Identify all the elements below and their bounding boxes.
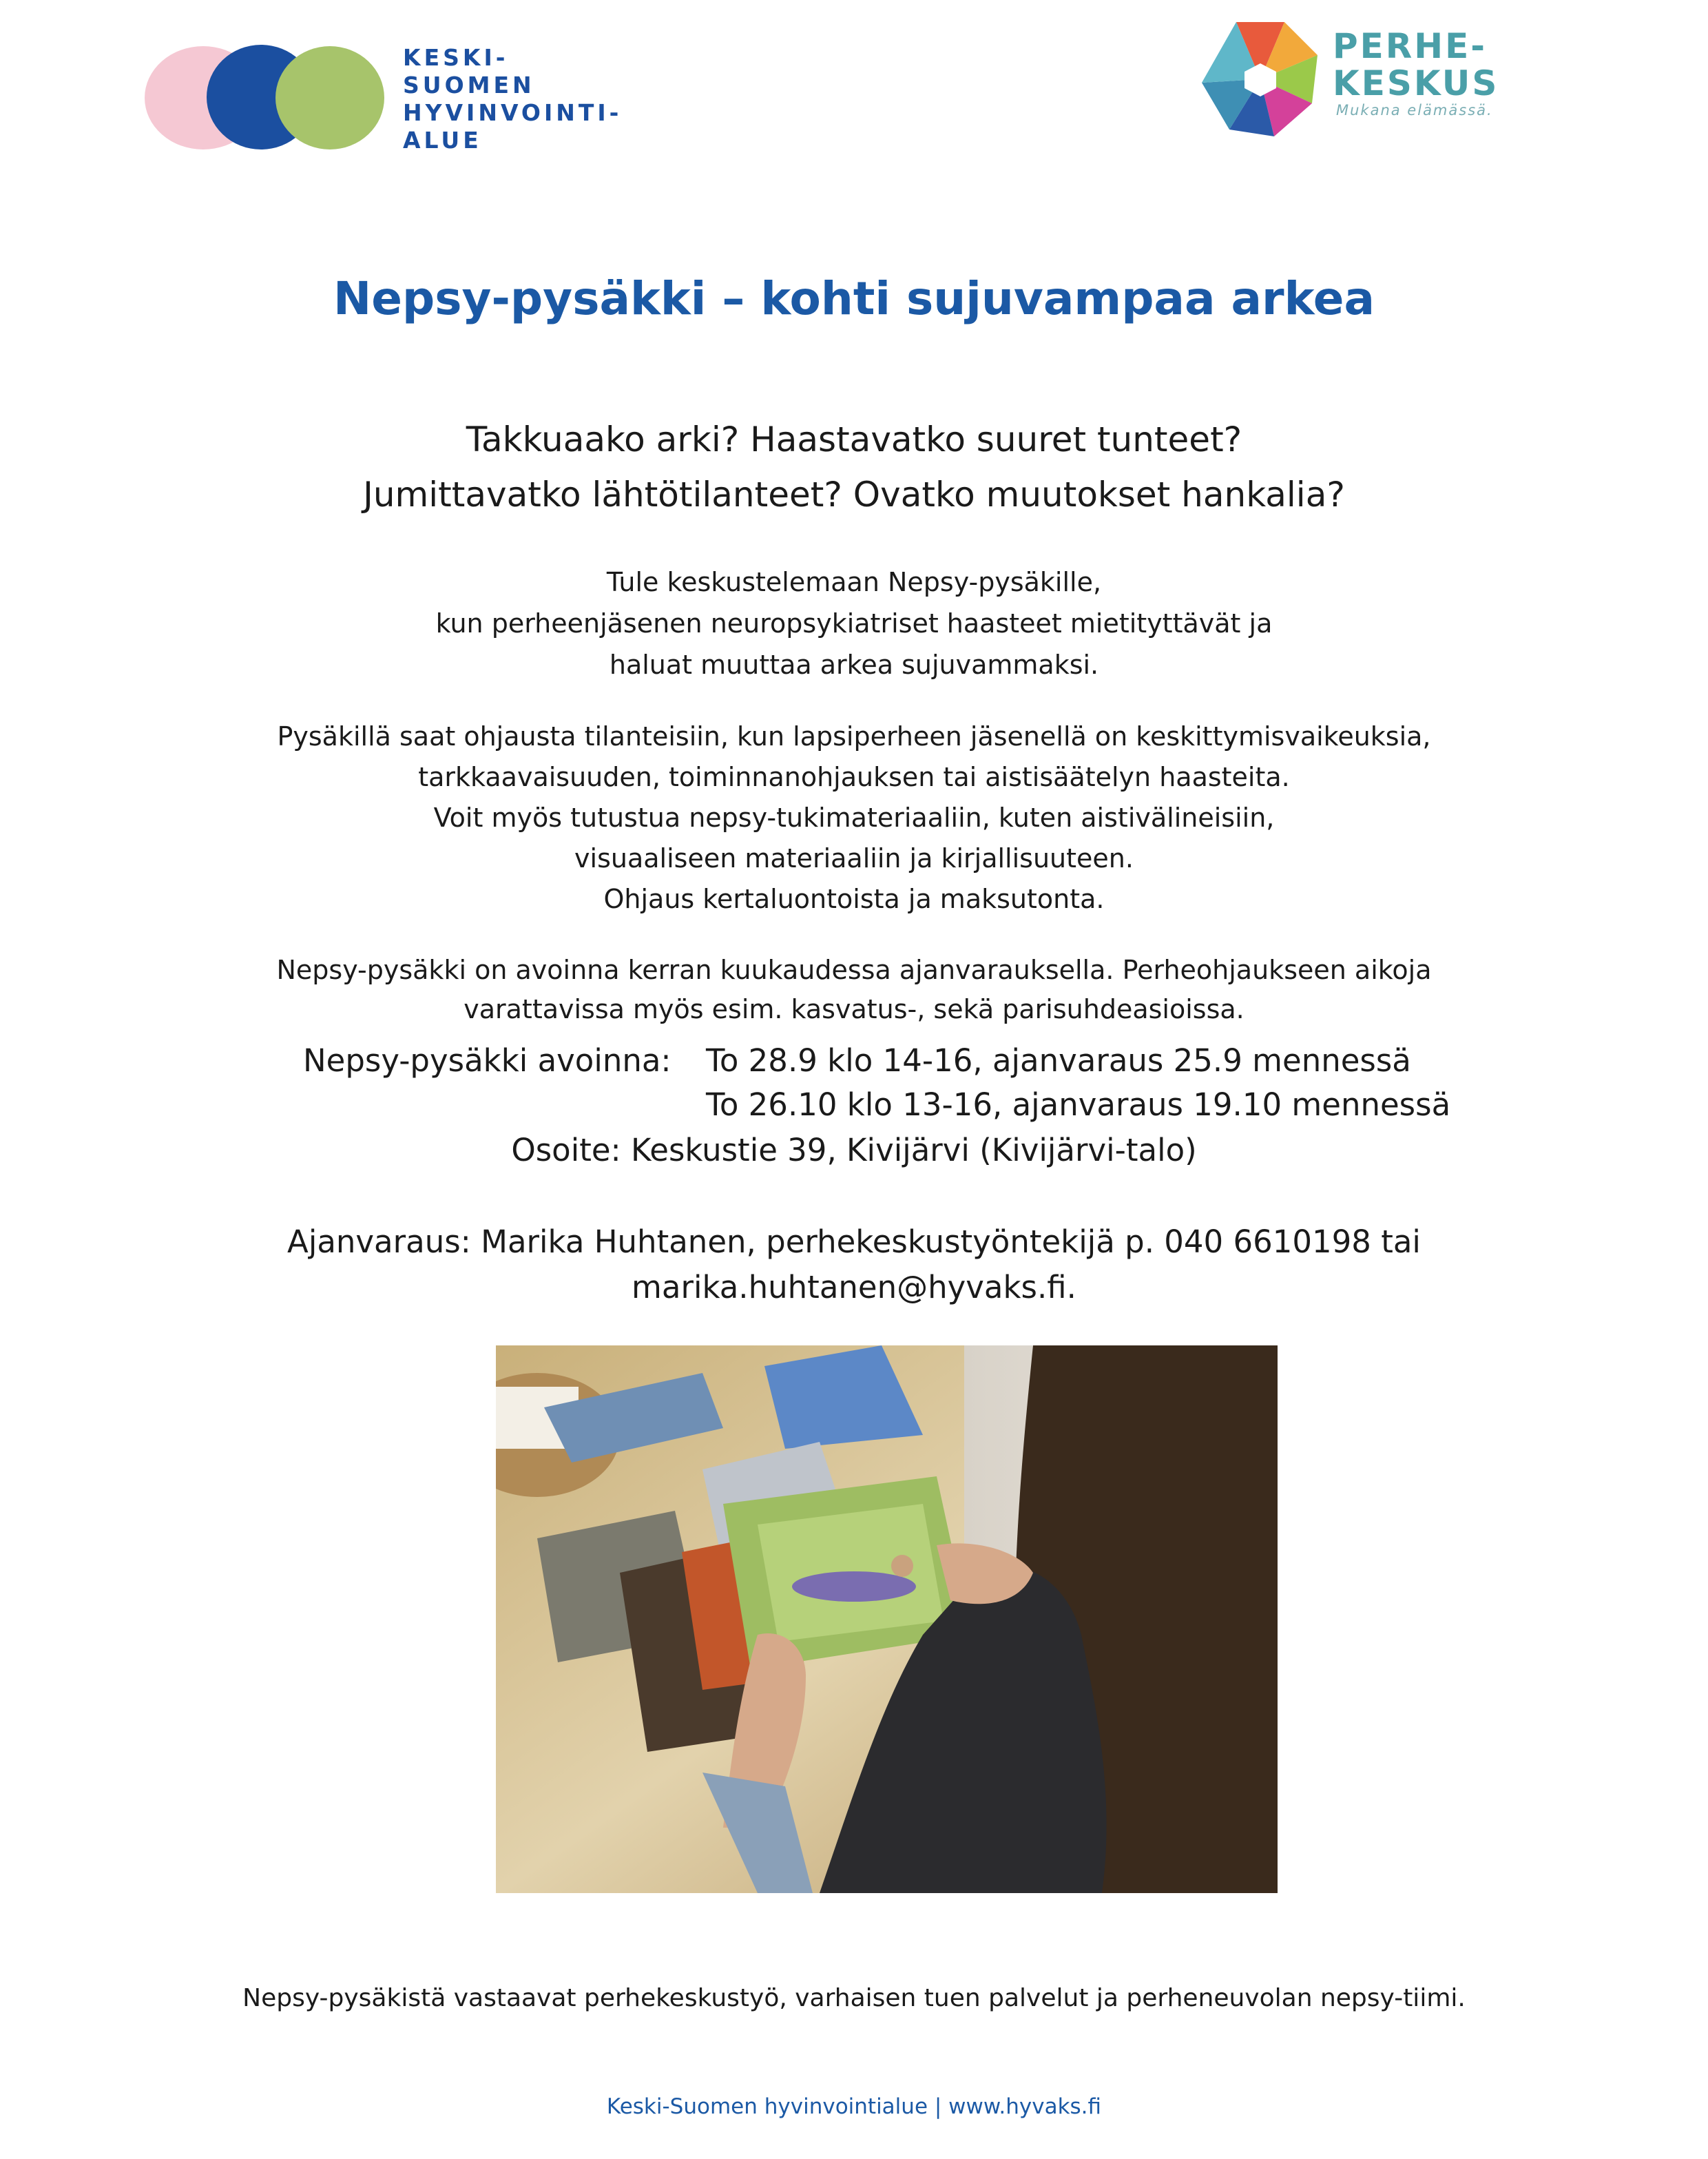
hours-slot: To 28.9 klo 14-16, ajanvaraus 25.9 mennessä bbox=[706, 1042, 1411, 1079]
hours-label: Nepsy-pysäkki avoinna: bbox=[303, 1042, 671, 1079]
booking-contact bbox=[0, 1219, 1708, 1310]
footer-note: Nepsy-pysäkistä vastaavat perhekeskustyö, varhaisen tuen palvelut ja perheneuvolan nepsy-tiimi. bbox=[242, 1984, 1466, 2012]
perhekeskus-wordmark bbox=[1333, 28, 1499, 102]
description-line: Ohjaus kertaluontoista ja maksutonta. bbox=[603, 884, 1105, 914]
wordmark-line: PERHE- bbox=[1333, 26, 1488, 66]
opening-paragraph bbox=[0, 951, 1708, 1029]
booking-line: Ajanvaraus: Marika Huhtanen, perhekeskustyöntekijä p. 040 6610198 tai bbox=[287, 1223, 1421, 1260]
perhekeskus-logo bbox=[1195, 14, 1498, 152]
invite-line: Tule keskustelemaan Nepsy-pysäkille, bbox=[606, 567, 1102, 597]
photo-person-holding-photographs bbox=[496, 1345, 1278, 1893]
intro-questions bbox=[0, 412, 1708, 522]
logo-tagline: Mukana elämässä. bbox=[1336, 102, 1493, 118]
wordmark-line: HYVINVOINTI- bbox=[403, 99, 623, 126]
description-line: visuaaliseen materiaaliin ja kirjallisuuteen. bbox=[574, 843, 1134, 874]
opening-line: Nepsy-pysäkki on avoinna kerran kuukaudessa ajanvarauksella. Perheohjaukseen aikoja bbox=[276, 955, 1432, 985]
intro-line: Takkuaako arki? Haastavatko suuret tunteet? bbox=[466, 420, 1242, 459]
invite-line: haluat muuttaa arkea sujuvammaksi. bbox=[609, 650, 1099, 680]
photo-illustration-icon bbox=[496, 1345, 1278, 1893]
description-line: Voit myös tutustua nepsy-tukimateriaaliin, kuten aistivälineisiin, bbox=[433, 803, 1275, 833]
hyvinvointialue-wordmark bbox=[403, 44, 623, 154]
wordmark-line: SUOMEN bbox=[403, 72, 535, 99]
hours-slot: To 26.10 klo 13-16, ajanvaraus 19.10 mennessä bbox=[706, 1086, 1451, 1123]
wordmark-line: ALUE bbox=[403, 127, 482, 154]
page-title: Nepsy-pysäkki – kohti sujuvampaa arkea bbox=[333, 272, 1375, 325]
description-line: Pysäkillä saat ohjausta tilanteisiin, kun lapsiperheen jäsenellä on keskittymisvaikeuksia, bbox=[277, 721, 1431, 752]
invite-line: kun perheenjäsenen neuropsykiatriset haasteet mietityttävät ja bbox=[435, 608, 1273, 639]
wordmark-line: KESKI- bbox=[403, 44, 509, 71]
hyvinvointialue-logo bbox=[145, 43, 623, 154]
wordmark-line: KESKUS bbox=[1333, 63, 1499, 103]
description-paragraph bbox=[0, 716, 1708, 920]
footer-website-link[interactable]: Keski-Suomen hyvinvointialue | www.hyvaks.fi bbox=[606, 2094, 1102, 2119]
opening-line: varattavissa myös esim. kasvatus-, sekä parisuhdeasioissa. bbox=[464, 994, 1244, 1024]
address: Osoite: Keskustie 39, Kivijärvi (Kivijärvi-talo) bbox=[511, 1132, 1197, 1168]
intro-line: Jumittavatko lähtötilanteet? Ovatko muutokset hankalia? bbox=[363, 475, 1345, 515]
invitation-paragraph bbox=[0, 561, 1708, 685]
heptagon-logo-icon bbox=[1195, 14, 1326, 145]
green-circle-icon bbox=[275, 46, 384, 149]
booking-email-link[interactable]: marika.huhtanen@hyvaks.fi. bbox=[632, 1269, 1076, 1305]
description-line: tarkkaavaisuuden, toiminnanohjauksen tai aistisäätelyn haasteita. bbox=[418, 762, 1290, 792]
